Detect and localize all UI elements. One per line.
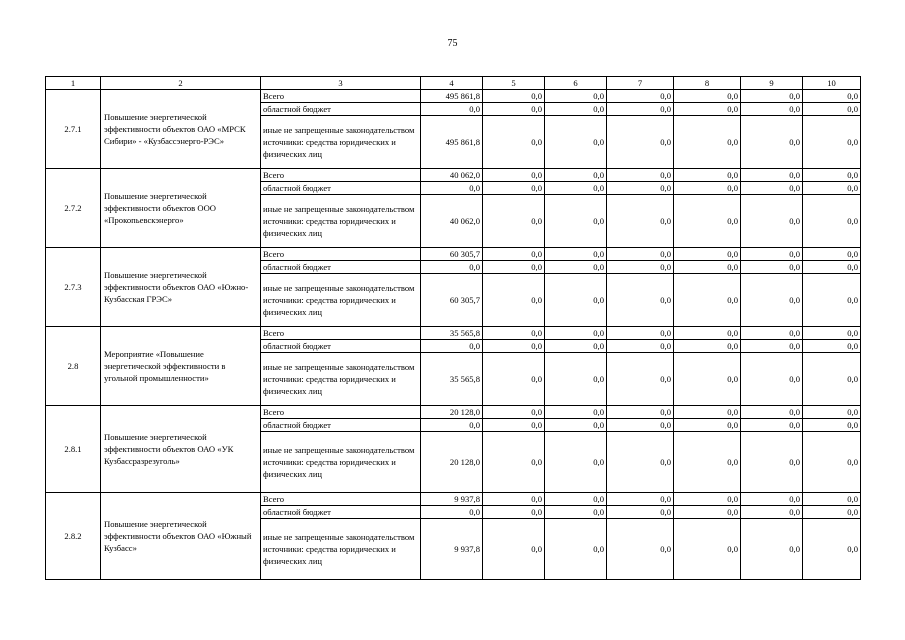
value-cell: 0,0	[483, 261, 545, 274]
item-name: Повышение энергетической эффективности объектов ОАО «Южно-Кузбасская ГРЭС»	[101, 248, 261, 327]
value-cell: 0,0	[607, 182, 674, 195]
value-cell: 0,0	[674, 340, 741, 353]
column-header: 8	[674, 77, 741, 90]
value-cell: 0,0	[741, 116, 803, 169]
value-cell: 0,0	[674, 248, 741, 261]
item-code: 2.7.2	[46, 169, 101, 248]
value-cell: 0,0	[741, 432, 803, 493]
funding-source: областной бюджет	[261, 506, 421, 519]
item-name: Мероприятие «Повышение энергетической эффективности в угольной промышленности»	[101, 327, 261, 406]
value-cell: 0,0	[803, 195, 861, 248]
value-cell: 0,0	[741, 182, 803, 195]
value-cell: 0,0	[803, 116, 861, 169]
value-cell: 0,0	[483, 274, 545, 327]
value-cell: 0,0	[421, 506, 483, 519]
column-header: 7	[607, 77, 674, 90]
column-header: 4	[421, 77, 483, 90]
table-row	[46, 406, 861, 419]
funding-source: областной бюджет	[261, 103, 421, 116]
value-cell: 0,0	[545, 90, 607, 103]
funding-source: Всего	[261, 90, 421, 103]
value-cell: 0,0	[741, 169, 803, 182]
value-cell: 0,0	[741, 406, 803, 419]
value-cell: 0,0	[545, 506, 607, 519]
value-cell: 9 937,8	[421, 493, 483, 506]
value-cell: 0,0	[741, 419, 803, 432]
value-cell: 0,0	[607, 493, 674, 506]
value-cell: 0,0	[674, 274, 741, 327]
value-cell: 0,0	[674, 406, 741, 419]
value-cell: 0,0	[421, 182, 483, 195]
funding-source: Всего	[261, 406, 421, 419]
value-cell: 0,0	[803, 261, 861, 274]
value-cell: 0,0	[674, 419, 741, 432]
funding-table	[45, 76, 861, 580]
value-cell: 0,0	[545, 261, 607, 274]
table-row	[46, 248, 861, 261]
value-cell: 0,0	[674, 353, 741, 406]
value-cell: 0,0	[545, 182, 607, 195]
value-cell: 0,0	[674, 195, 741, 248]
value-cell: 0,0	[741, 103, 803, 116]
value-cell: 0,0	[607, 419, 674, 432]
value-cell: 20 128,0	[421, 432, 483, 493]
funding-source: Всего	[261, 248, 421, 261]
funding-source: областной бюджет	[261, 419, 421, 432]
column-header: 1	[46, 77, 101, 90]
value-cell: 0,0	[674, 261, 741, 274]
value-cell: 0,0	[545, 340, 607, 353]
funding-source: областной бюджет	[261, 261, 421, 274]
value-cell: 0,0	[483, 506, 545, 519]
value-cell: 0,0	[803, 432, 861, 493]
value-cell: 0,0	[803, 406, 861, 419]
value-cell: 0,0	[741, 261, 803, 274]
value-cell: 0,0	[545, 353, 607, 406]
value-cell: 0,0	[803, 340, 861, 353]
value-cell: 0,0	[483, 248, 545, 261]
header-row	[46, 77, 861, 90]
funding-source: иные не запрещенные законодательством источники: средства юридических и физических лиц	[261, 274, 421, 327]
value-cell: 0,0	[803, 103, 861, 116]
table-row	[46, 90, 861, 103]
value-cell: 0,0	[674, 182, 741, 195]
value-cell: 0,0	[545, 116, 607, 169]
value-cell: 0,0	[483, 195, 545, 248]
value-cell: 0,0	[545, 419, 607, 432]
value-cell: 0,0	[483, 353, 545, 406]
funding-source: иные не запрещенные законодательством источники: средства юридических и физических лиц	[261, 353, 421, 406]
funding-source: иные не запрещенные законодательством источники: средства юридических и физических лиц	[261, 116, 421, 169]
funding-source: областной бюджет	[261, 340, 421, 353]
value-cell: 0,0	[741, 327, 803, 340]
value-cell: 0,0	[545, 248, 607, 261]
value-cell: 0,0	[545, 406, 607, 419]
value-cell: 0,0	[607, 353, 674, 406]
value-cell: 0,0	[545, 327, 607, 340]
value-cell: 35 565,8	[421, 327, 483, 340]
value-cell: 0,0	[803, 169, 861, 182]
value-cell: 0,0	[483, 432, 545, 493]
value-cell: 0,0	[607, 261, 674, 274]
value-cell: 0,0	[741, 506, 803, 519]
value-cell: 0,0	[483, 419, 545, 432]
value-cell: 0,0	[674, 103, 741, 116]
funding-source: иные не запрещенные законодательством источники: средства юридических и физических лиц	[261, 432, 421, 493]
value-cell: 0,0	[803, 90, 861, 103]
value-cell: 0,0	[483, 519, 545, 580]
funding-source: иные не запрещенные законодательством источники: средства юридических и физических лиц	[261, 195, 421, 248]
value-cell: 0,0	[545, 195, 607, 248]
column-header: 10	[803, 77, 861, 90]
column-header: 2	[101, 77, 261, 90]
item-name: Повышение энергетической эффективности объектов ООО «Прокопьевскэнерго»	[101, 169, 261, 248]
value-cell: 0,0	[483, 493, 545, 506]
value-cell: 0,0	[803, 493, 861, 506]
value-cell: 0,0	[545, 432, 607, 493]
value-cell: 0,0	[803, 519, 861, 580]
item-code: 2.8.2	[46, 493, 101, 580]
value-cell: 0,0	[545, 169, 607, 182]
value-cell: 0,0	[741, 519, 803, 580]
value-cell: 0,0	[803, 353, 861, 406]
value-cell: 0,0	[483, 327, 545, 340]
item-name: Повышение энергетической эффективности объектов ОАО «УК Кузбассразрезуголь»	[101, 406, 261, 493]
column-header: 9	[741, 77, 803, 90]
value-cell: 0,0	[545, 493, 607, 506]
column-header: 6	[545, 77, 607, 90]
value-cell: 0,0	[483, 90, 545, 103]
column-header: 5	[483, 77, 545, 90]
value-cell: 0,0	[741, 274, 803, 327]
funding-source: Всего	[261, 327, 421, 340]
value-cell: 0,0	[421, 261, 483, 274]
value-cell: 0,0	[607, 103, 674, 116]
value-cell: 0,0	[674, 169, 741, 182]
value-cell: 0,0	[483, 116, 545, 169]
value-cell: 0,0	[803, 327, 861, 340]
value-cell: 0,0	[674, 432, 741, 493]
value-cell: 0,0	[421, 103, 483, 116]
value-cell: 0,0	[741, 493, 803, 506]
value-cell: 0,0	[483, 182, 545, 195]
value-cell: 35 565,8	[421, 353, 483, 406]
value-cell: 0,0	[545, 519, 607, 580]
value-cell: 0,0	[741, 195, 803, 248]
value-cell: 0,0	[803, 248, 861, 261]
value-cell: 60 305,7	[421, 274, 483, 327]
value-cell: 0,0	[741, 90, 803, 103]
item-name: Повышение энергетической эффективности объектов ОАО «Южный Кузбасс»	[101, 493, 261, 580]
value-cell: 0,0	[674, 519, 741, 580]
value-cell: 9 937,8	[421, 519, 483, 580]
value-cell: 40 062,0	[421, 169, 483, 182]
value-cell: 0,0	[607, 506, 674, 519]
value-cell: 0,0	[607, 90, 674, 103]
funding-source: иные не запрещенные законодательством источники: средства юридических и физических лиц	[261, 519, 421, 580]
value-cell: 0,0	[483, 340, 545, 353]
table-row	[46, 327, 861, 340]
item-code: 2.7.3	[46, 248, 101, 327]
value-cell: 0,0	[674, 116, 741, 169]
value-cell: 0,0	[674, 327, 741, 340]
value-cell: 0,0	[803, 182, 861, 195]
value-cell: 0,0	[803, 506, 861, 519]
table-row	[46, 493, 861, 506]
value-cell: 60 305,7	[421, 248, 483, 261]
value-cell: 0,0	[607, 248, 674, 261]
value-cell: 0,0	[674, 493, 741, 506]
value-cell: 0,0	[674, 506, 741, 519]
value-cell: 40 062,0	[421, 195, 483, 248]
page-number: 75	[447, 38, 458, 49]
value-cell: 0,0	[741, 353, 803, 406]
table-row	[46, 169, 861, 182]
value-cell: 0,0	[421, 340, 483, 353]
value-cell: 0,0	[483, 103, 545, 116]
value-cell: 0,0	[607, 327, 674, 340]
value-cell: 0,0	[607, 406, 674, 419]
value-cell: 0,0	[483, 169, 545, 182]
value-cell: 0,0	[741, 248, 803, 261]
value-cell: 0,0	[674, 90, 741, 103]
value-cell: 20 128,0	[421, 406, 483, 419]
value-cell: 0,0	[545, 274, 607, 327]
funding-source: областной бюджет	[261, 182, 421, 195]
table-body	[46, 90, 861, 580]
item-code: 2.7.1	[46, 90, 101, 169]
value-cell: 495 861,8	[421, 116, 483, 169]
value-cell: 0,0	[607, 274, 674, 327]
value-cell: 0,0	[421, 419, 483, 432]
value-cell: 495 861,8	[421, 90, 483, 103]
value-cell: 0,0	[607, 116, 674, 169]
value-cell: 0,0	[803, 274, 861, 327]
column-header: 3	[261, 77, 421, 90]
value-cell: 0,0	[607, 432, 674, 493]
value-cell: 0,0	[803, 419, 861, 432]
value-cell: 0,0	[483, 406, 545, 419]
item-code: 2.8	[46, 327, 101, 406]
value-cell: 0,0	[607, 195, 674, 248]
item-name: Повышение энергетической эффективности объектов ОАО «МРСК Сибири» - «Кузбассэнерго-РЭС»	[101, 90, 261, 169]
value-cell: 0,0	[607, 519, 674, 580]
item-code: 2.8.1	[46, 406, 101, 493]
value-cell: 0,0	[607, 169, 674, 182]
value-cell: 0,0	[741, 340, 803, 353]
value-cell: 0,0	[545, 103, 607, 116]
funding-source: Всего	[261, 169, 421, 182]
funding-source: Всего	[261, 493, 421, 506]
value-cell: 0,0	[607, 340, 674, 353]
